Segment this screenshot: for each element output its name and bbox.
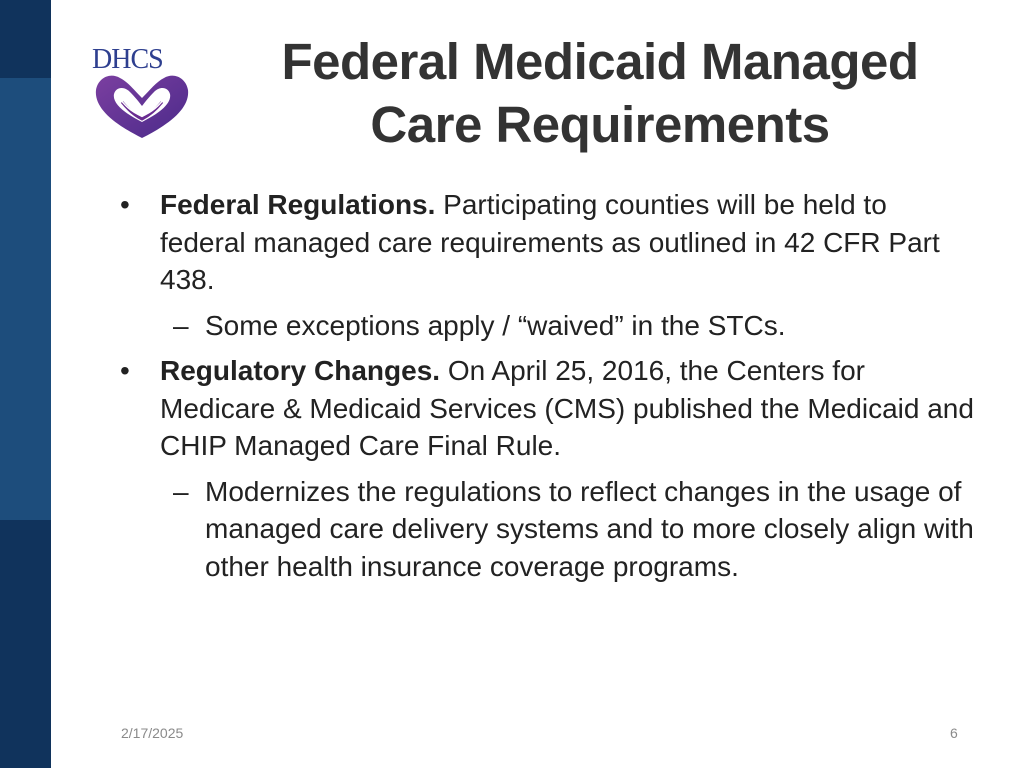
bullet-lead: Federal Regulations. <box>160 189 436 220</box>
bullet-federal-regulations <box>118 186 978 299</box>
slide-number: 6 <box>950 725 958 741</box>
sub-bullet-modernizes <box>118 473 978 586</box>
title-line-2: Care Requirements <box>370 96 830 153</box>
side-band-bottom <box>0 520 51 768</box>
bullet-lead: Regulatory Changes. <box>160 355 441 386</box>
sub-bullet-text: Modernizes the regulations to reflect changes in the usage of managed care delivery systems and to more closely align with other health insurance coverage programs. <box>205 475 974 582</box>
title-line-1: Federal Medicaid Managed <box>281 33 919 90</box>
side-band-middle <box>0 78 51 520</box>
sub-bullet-marker: – <box>173 475 189 507</box>
sub-bullet-marker: – <box>173 309 189 341</box>
logo-text: DHCS <box>92 44 163 75</box>
bullet-text: On April 25, 2016, the Centers for Medicare & Medicaid Services (CMS) published the Medicaid and CHIP Managed Care Final Rule. <box>160 355 974 461</box>
slide-title <box>230 30 970 156</box>
side-band-top <box>0 0 51 78</box>
bullet-text: Participating counties will be held to federal managed care requirements as outlined in 42 CFR Part 438. <box>160 189 940 295</box>
bullet-regulatory-changes <box>118 352 978 465</box>
sub-bullet-exceptions <box>118 307 978 345</box>
bullet-marker: • <box>120 189 130 220</box>
slide-content <box>118 186 978 593</box>
footer-date: 2/17/2025 <box>121 725 184 741</box>
side-band <box>0 0 51 768</box>
sub-bullet-text: Some exceptions apply / “waived” in the STCs. <box>205 309 786 341</box>
bullet-marker: • <box>120 355 130 386</box>
heart-hands-icon <box>92 72 192 142</box>
dhcs-logo <box>92 44 192 144</box>
